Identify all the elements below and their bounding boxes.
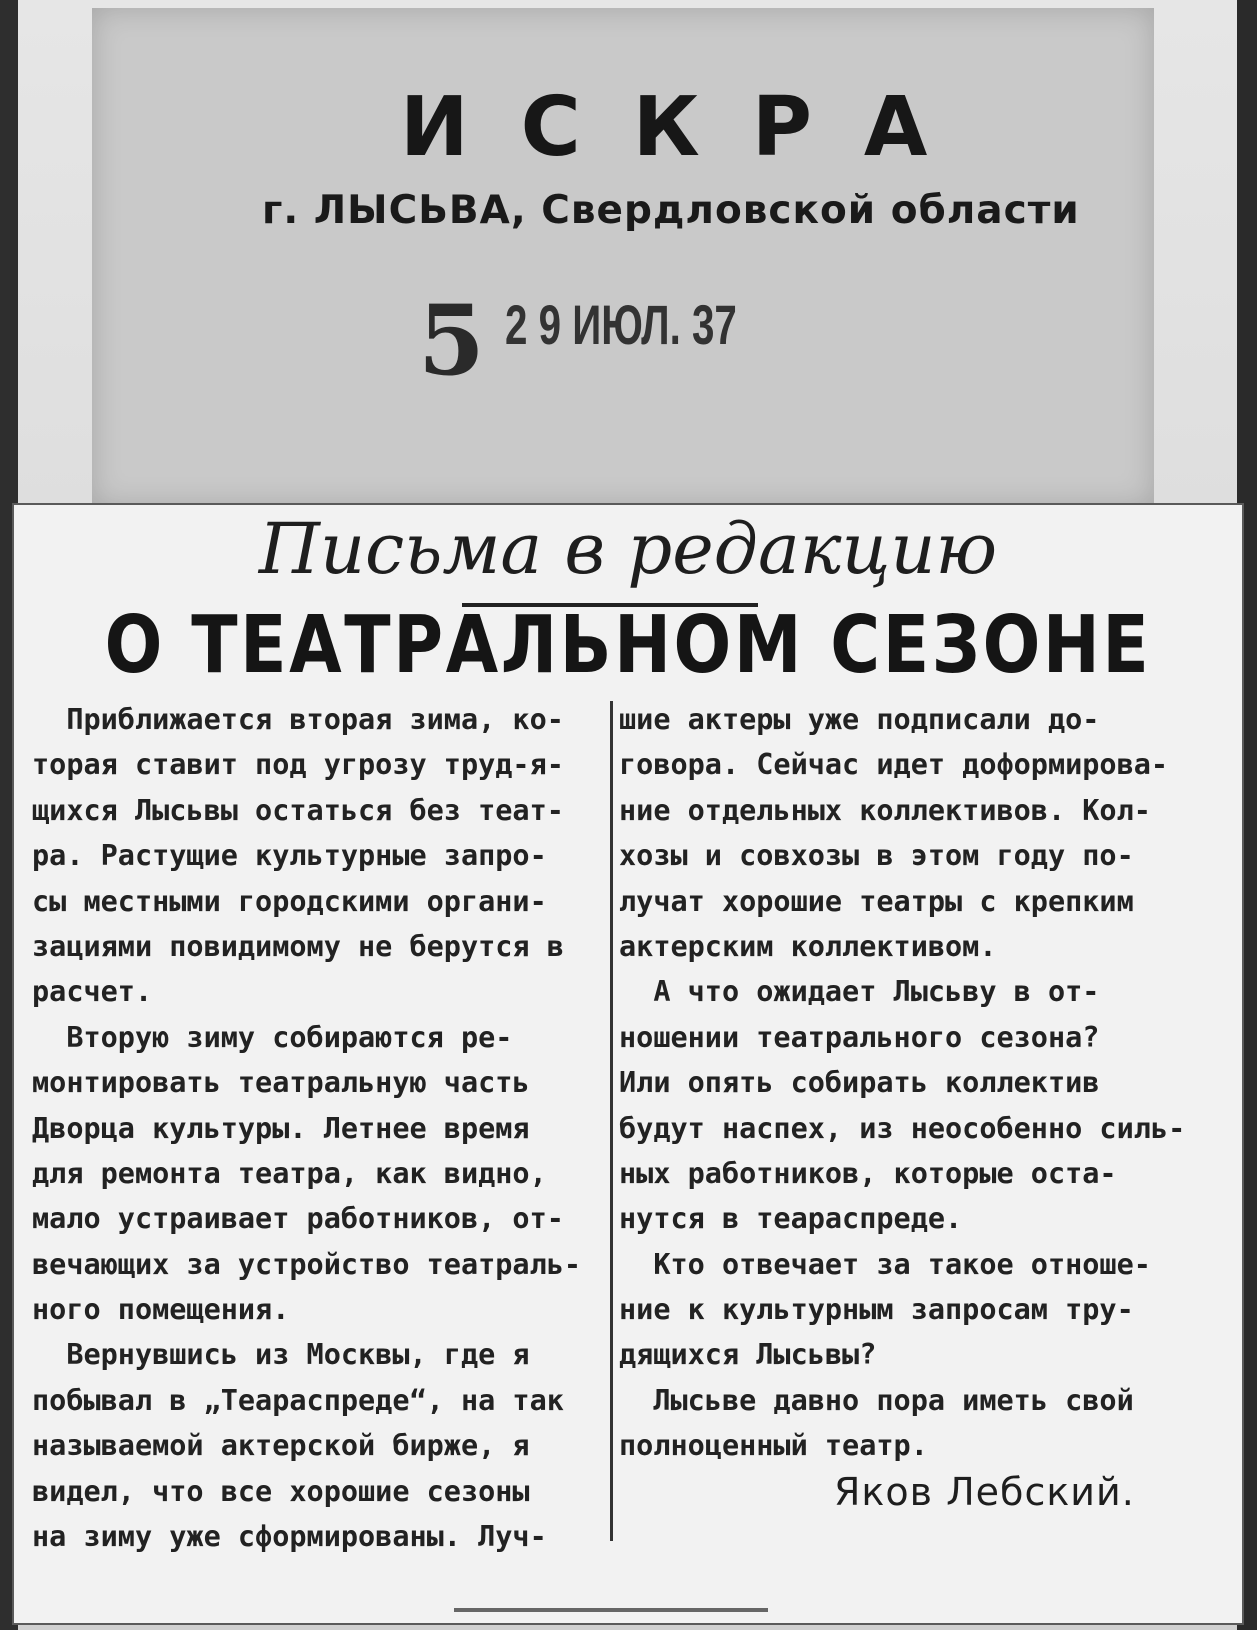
stamp-number: 5 [418, 284, 485, 397]
article-text-line: лучат хорошие театры с крепким [619, 884, 1134, 918]
article-text-line: Дворца культуры. Летнее время [32, 1111, 530, 1145]
article-text-line: Лысьве давно пора иметь свой [619, 1383, 1134, 1417]
bottom-rule [454, 1608, 768, 1612]
article-text-line: щихся Лысьвы остаться без теат- [32, 793, 564, 827]
article-left-column [32, 697, 614, 1559]
article-text-line: полноценный театр. [619, 1429, 928, 1463]
article-text-line: будут наспех, из неособенно силь- [619, 1111, 1186, 1145]
article-text-line: сы местными городскими органи- [32, 884, 547, 918]
article-text-line: называемой актерской бирже, я [32, 1429, 530, 1463]
article-text-line: Вернувшись из Москвы, где я [32, 1338, 530, 1372]
article-text-line: ного помещения. [32, 1293, 290, 1327]
article-text-line: мало устраивает работников, от- [32, 1202, 564, 1236]
date-stamp: 2 9 ИЮЛ. 37 [505, 293, 737, 356]
article-text-line: ние отдельных коллективов. Кол- [619, 793, 1151, 827]
article-text-line: торая ставит под угрозу труд-я- [32, 748, 564, 782]
author-signature: Яков Лебский. [834, 1470, 1135, 1514]
article-text-line: монтировать театральную часть [32, 1066, 530, 1100]
newspaper-title: ИСКРА [400, 80, 980, 175]
article-text-line: Вторую зиму собираются ре- [32, 1020, 513, 1054]
article-text-line: Или опять собирать коллектив [619, 1066, 1100, 1100]
article-text-line: ных работников, которые оста- [619, 1156, 1117, 1190]
article-text-line: побывал в „Теараспреде“, на так [32, 1383, 564, 1417]
article-clipping [12, 503, 1244, 1625]
article-text-line: говора. Сейчас идет доформирова- [619, 748, 1169, 782]
rubric-heading: Письма в редакцию [258, 508, 998, 590]
article-text-line: хозы и совхозы в этом году по- [619, 839, 1134, 873]
article-text-line: видел, что все хорошие сезоны [32, 1474, 530, 1508]
article-text-line: Кто отвечает за такое отноше- [619, 1247, 1151, 1281]
article-text-line: актерским коллективом. [619, 929, 997, 963]
article-headline: О ТЕАТРАЛЬНОМ СЕЗОНЕ [104, 599, 1152, 691]
article-text-line: вечающих за устройство театраль- [32, 1247, 582, 1281]
column-divider [610, 701, 613, 1541]
article-text-line: шие актеры уже подписали до- [619, 703, 1100, 736]
article-text-line: Приближается вторая зима, ко- [32, 703, 564, 736]
article-text-line: А что ожидает Лысьву в от- [619, 975, 1100, 1009]
article-text-line: для ремонта театра, как видно, [32, 1156, 547, 1190]
article-text-line: дящихся Лысьвы? [619, 1338, 877, 1372]
article-text-line: расчет. [32, 975, 153, 1009]
article-text-line: зациями повидимому не берутся в [32, 929, 564, 963]
article-text-line: ние к культурным запросам тру- [619, 1293, 1134, 1327]
newspaper-location: г. ЛЫСЬВА, Свердловской области [262, 188, 1080, 233]
article-text-line: на зиму уже сформированы. Луч- [32, 1520, 547, 1554]
article-text-line: нутся в теараспреде. [619, 1202, 963, 1236]
article-text-line: ношении театрального сезона? [619, 1020, 1100, 1054]
article-right-column [619, 697, 1214, 1469]
article-text-line: ра. Растущие культурные запро- [32, 839, 547, 873]
